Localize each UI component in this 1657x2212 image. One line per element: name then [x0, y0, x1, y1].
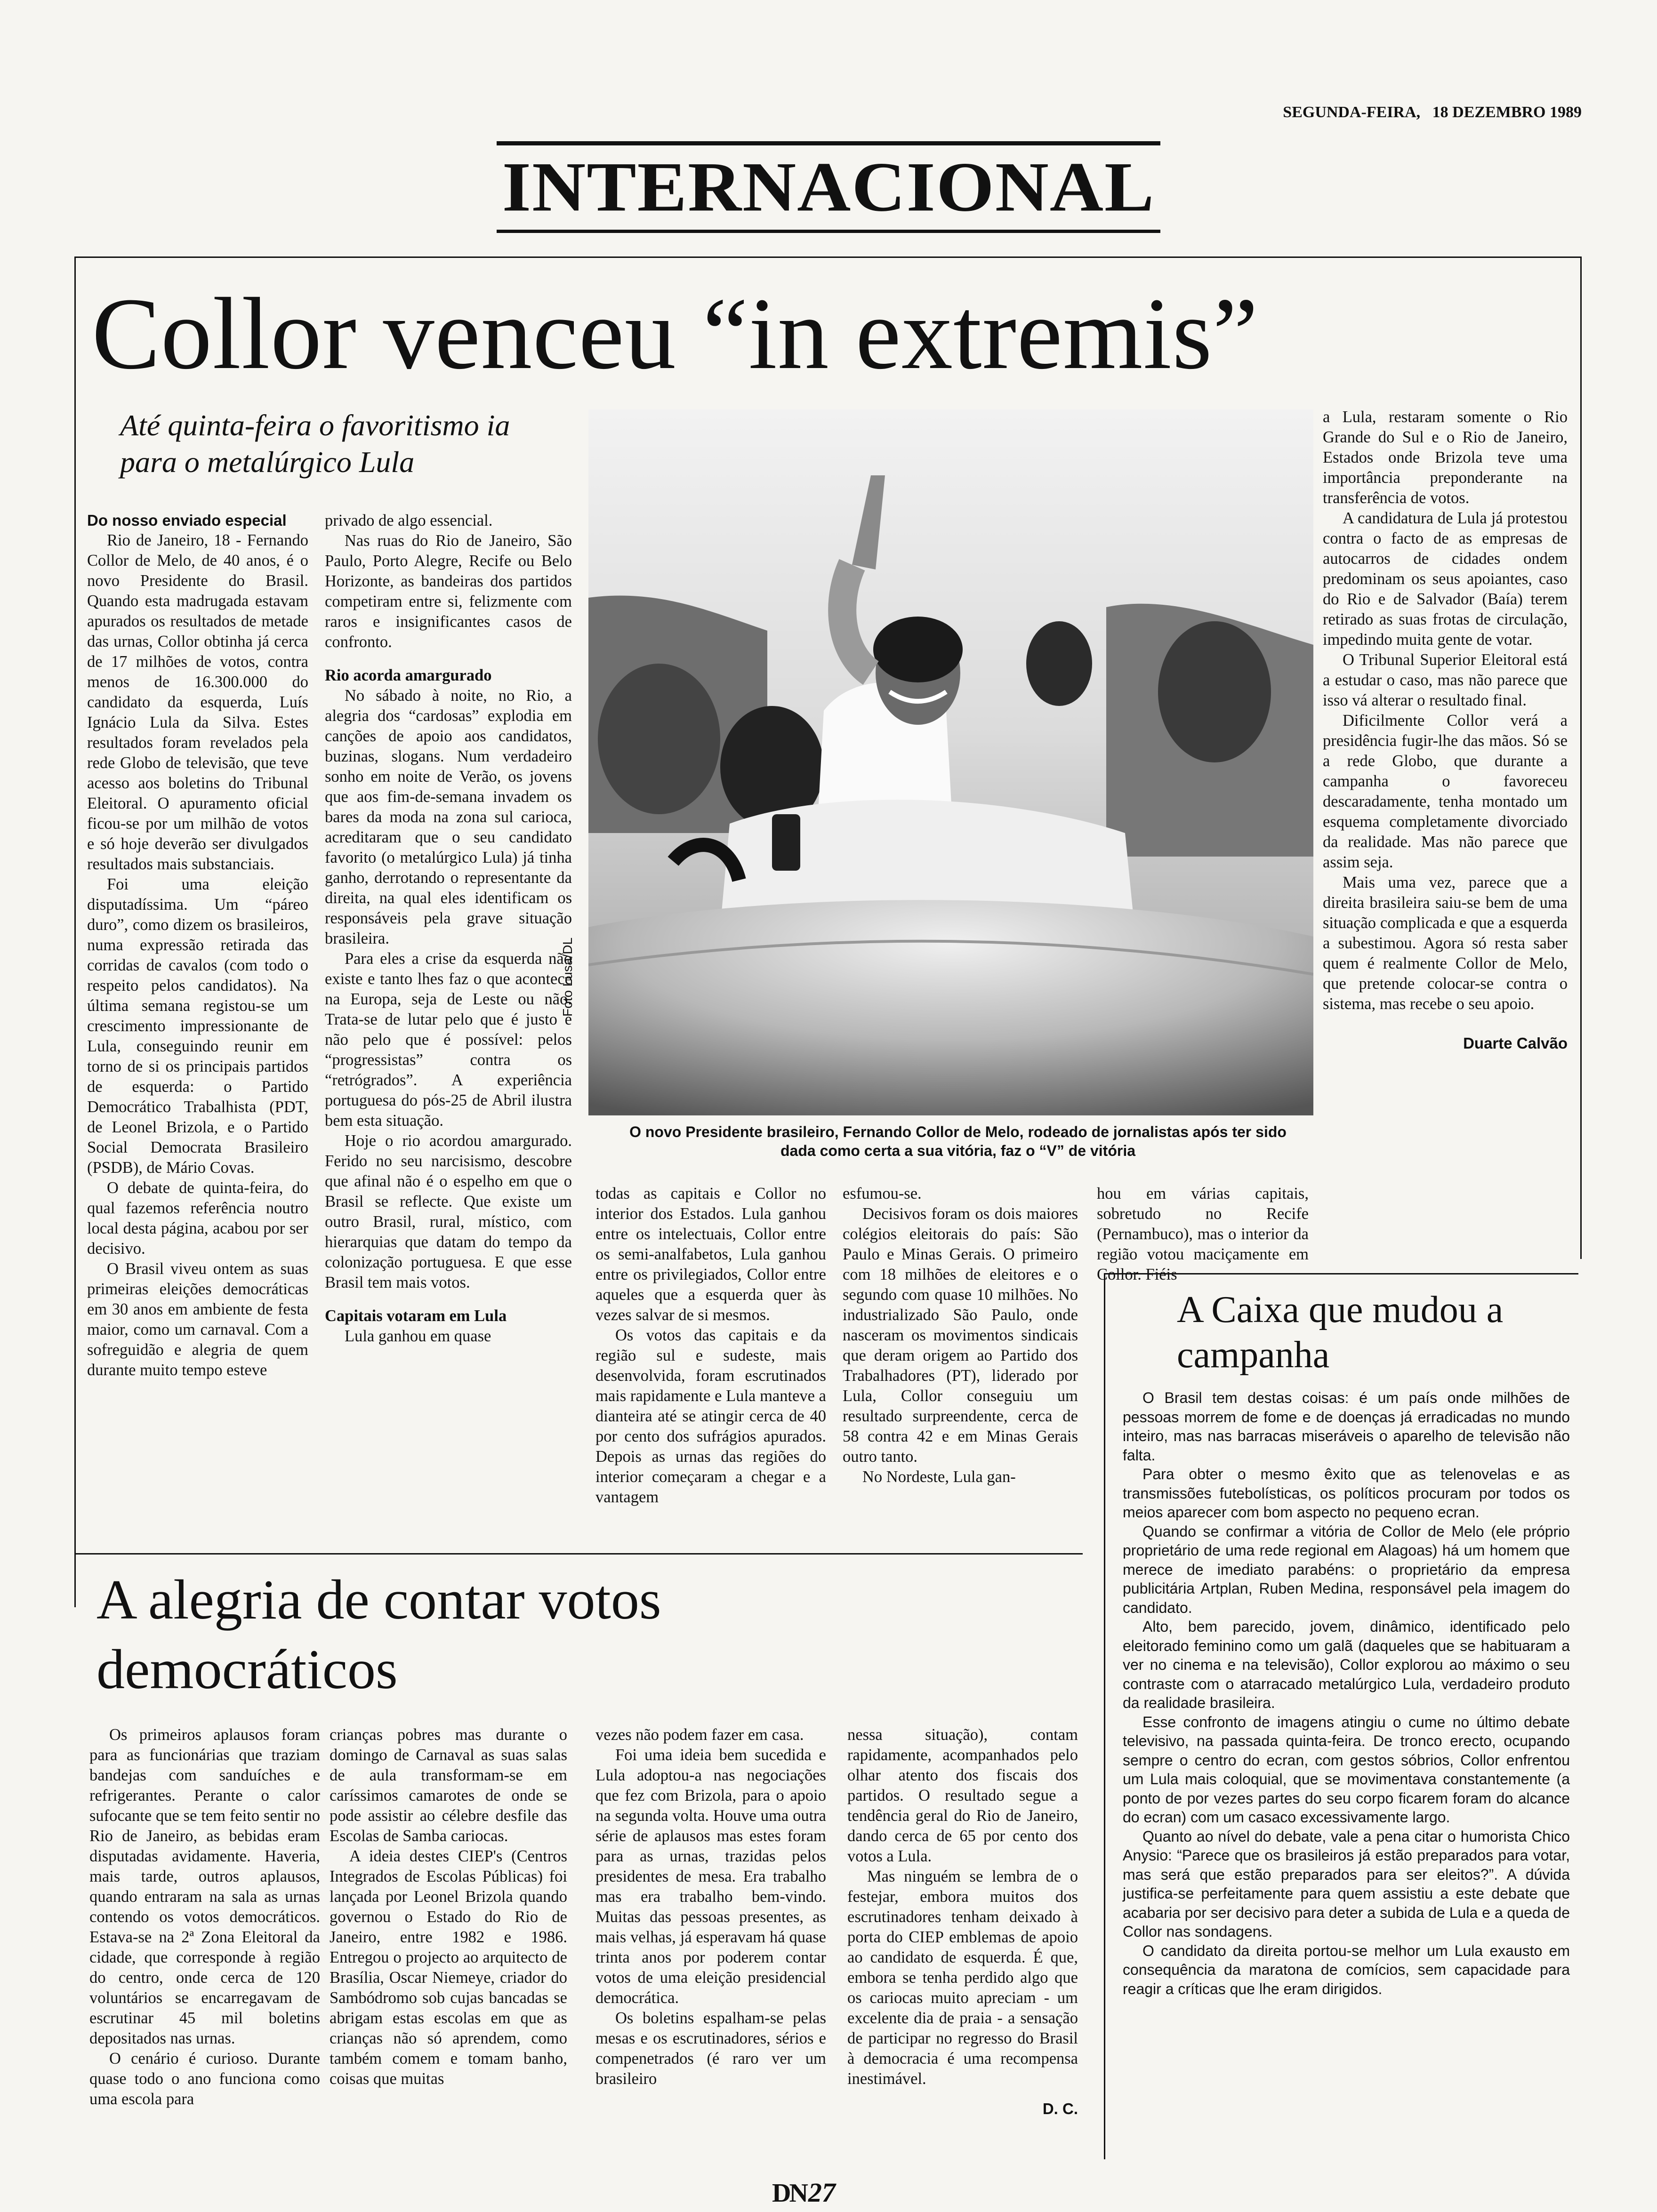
main-col2b-p3: Hoje o rio acordou amargurado. Ferido no seu narcisismo, descobre que afinal não é o espelho em que o Brasil se reflecte. Que existe um outro Brasil, rural, místico, com hierarquias que datam do tempo da colonização portuguesa. E que esse Brasil tem mais votos.: [325, 1132, 572, 1291]
second-col3-p2: Foi uma ideia bem sucedida e Lula adoptou-a nas negociações que fez com Brizola, para o apoio na segunda volta. Houve uma outra série de aplausos mas estes foram para as urnas, trazidas pelos presidentes de mesa. Era trabalho mas era trabalho bem-vindo. Muitas das pessoas presentes, as mais velhas, já esperavam há quase trinta anos por poderem contar votos de uma eleição presidencial democrática.: [595, 1746, 826, 2007]
main-col6-p5: Mais uma vez, parece que a direita brasileira saiu-se bem de uma situação complicada e que a esquerda a subestimou. Agora só resta saber quem é realmente Collor de Melo, que pretende colocar-se contra o sistema, mas recebe o seu apoio.: [1323, 874, 1568, 1013]
headline-top-rule: [75, 256, 1582, 258]
second-col4-p1: nessa situação), contam rapidamente, acompanhados pelo olhar atento dos fiscais dos partidos. O resultado segue a tendência geral do Rio de Janeiro, dando cerca de 65 por cento dos votos a Lula.: [847, 1726, 1078, 1865]
section-rule: [497, 230, 1160, 233]
main-column-6: [1323, 407, 1568, 1053]
second-column-4: [847, 1725, 1078, 2119]
photo-credit: Foto Lusa/DL: [560, 937, 575, 1017]
box-body: [1123, 1388, 1570, 1998]
masthead-logo: DN: [772, 2179, 806, 2208]
subhead-capitais: Capitais votaram em Lula: [325, 1307, 507, 1325]
main-byline: Do nosso enviado especial: [87, 512, 287, 529]
subhead-rio: Rio acorda amargurado: [325, 666, 492, 684]
page-date: SEGUNDA-FEIRA, 18 DEZEMBRO 1989: [1283, 104, 1582, 121]
second-signature: D. C.: [1042, 2100, 1078, 2117]
second-col3-p3: Os boletins espalham-se pelas mesas e os escrutinadores, sérios e compenetrados (é raro ver um brasileiro: [595, 2009, 826, 2088]
main-col1-p2: Foi uma eleição disputadíssima. Um “páreo duro”, como dizem os brasileiros, numa expressão retirada das corridas de cavalos (com todo o respeito pelos candidatos). Na última semana registou-se um crescimento impressionante de Lula, conseguindo reunir em torno de si os principais partidos de esquerda: o Partido Democrático Trabalhista (PDT, de Leonel Brizola, e o Partido Social Democrata Brasileiro (PSDB), de Mário Covas.: [87, 875, 308, 1177]
main-col5-p1: hou em várias capitais, sobretudo no Recife (Pernambuco), mas o interior da região votou maciçamente em Collor. Fiéis: [1097, 1185, 1309, 1283]
main-col3-p2: Os votos das capitais e da região sul e sudeste, mais desenvolvida, foram escrutinados mais rapidamente e Lula manteve a dianteira até se atingir cerca de 40 por cento dos sufrágios apurados. Depois as urnas das regiões do interior começaram a chegar e a vantagem: [595, 1326, 826, 1506]
main-col2-p2: Nas ruas do Rio de Janeiro, São Paulo, Porto Alegre, Recife ou Belo Horizonte, as bandeiras dos partidos competiram entre si, felizmente com raros e insignificantes casos de confronto.: [325, 532, 572, 651]
main-col2c: Lula ganhou em quase: [345, 1327, 491, 1345]
main-col1-p4: O Brasil viveu ontem as suas primeiras eleições democráticas em 30 anos em ambiente de festa maior, como um carnaval. Com a sofreguidão e alegria de quem durante muito tempo esteve: [87, 1260, 308, 1379]
second-column-2: [330, 1725, 567, 2089]
second-col4-p2: Mas ninguém se lembra de o festejar, embora muitos dos escrutinadores tenham deixado à porta do CIEP emblemas de apoio ao candidato de esquerda. É que, embora se tenha perdido algo que os cariocas muito apreciam - um excelente dia de praia - a sensação de participar no regresso do Brasil à democracia é uma recompensa inestimável.: [847, 1867, 1078, 2088]
photo-caption: O novo Presidente brasileiro, Fernando Collor de Melo, rodeado de jornalistas após ter sido dada como certa a sua vitória, faz o “V” de vitória: [629, 1123, 1287, 1159]
main-col2-p1: privado de algo essencial.: [325, 512, 493, 529]
main-col2b-p2: Para eles a crise da esquerda não existe e tanto lhes faz o que acontece na Europa, seja de Leste ou não. Trata-se de lutar pelo que é justo e não pelo que é possível: pelos “progressistas” contra os “retrógrados”. A experiência portuguesa do pós-25 de Abril ilustra bem esta situação.: [325, 950, 572, 1130]
main-signature: Duarte Calvão: [1463, 1034, 1568, 1052]
main-col6-p3: O Tribunal Superior Eleitoral está a estudar o caso, mas não parece que isso vá alterar o resultado final.: [1323, 651, 1568, 709]
second-col1-p2: O cenário é curioso. Durante quase todo o ano funciona como uma escola para: [89, 2050, 320, 2108]
main-headline: Collor venceu “in extremis”: [92, 277, 1259, 391]
main-col4-p2: Decisivos foram os dois maiores colégios eleitorais do país: São Paulo e Minas Gerais. O primeiro com 18 milhões de eleitores e o segundo com quase 10 milhões. No industrializado São Paulo, onde nasceram os movimentos sindicais que deram origem ao Partido dos Trabalhadores (PT), liderado por Lula, Collor conseguiu um resultado surpreendente, cerca de 58 contra 42 e em Minas Gerais outro tanto.: [843, 1205, 1078, 1466]
second-top-rule: [75, 1553, 1083, 1555]
main-col4-p1: esfumou-se.: [843, 1185, 922, 1202]
second-headline: A alegria de contar votos democráticos: [97, 1568, 661, 1700]
second-col2-p2: A ideia destes CIEP's (Centros Integrados de Escolas Públicas) foi lançada por Leonel Brizola quando governou o Estado do Rio de Janeiro, entre 1982 e 1986. Entregou o projecto ao arquitecto de Brasília, Oscar Niemeye, criador do Sambódromo sob cujas bancadas se abrigam estas escolas em que as crianças não só aprendem, como também comem e tomam banho, coisas que muitas: [330, 1847, 567, 2088]
box-p6: Quanto ao nível do debate, vale a pena citar o humorista Chico Anysio: “Parece que os brasileiros já estão preparados para votar, mas será que estão preparados para ser eleitos?”. A dúvida justifica-se perfeitamente para quem assistiu a este debate que acabaria por ser decisivo para deter a subida de Lula e a queda de Collor nas sondagens.: [1123, 1827, 1570, 1940]
box-p4: Alto, bem parecido, jovem, dinâmico, identificado pelo eleitorado feminino como um galã (daqueles que se habituaram a ver no cinema e na televisão), Collor explorou ao máximo o seu contraste com o atarracado metalúrgico Lula, verdadeiro produto da realidade brasileira.: [1123, 1618, 1570, 1711]
box-p2: Para obter o mesmo êxito que as telenovelas e as transmissões futebolísticas, os políticos procuram por todos os meios aparecer com bom aspecto no pequeno ecran.: [1123, 1466, 1570, 1521]
collor-photo: [588, 409, 1313, 1115]
box-p1: O Brasil tem destas coisas: é um país onde milhões de pessoas morrem de fome e de doenças já erradicadas no mundo inteiro, mas nas barracas miseráveis o aparelho de televisão não falta.: [1123, 1389, 1570, 1464]
top-rule: [497, 141, 1160, 145]
box-p7: O candidato da direita portou-se melhor um Lula exausto em consequência da maratona de comícios, sem capacidade para reagir a críticas que lhe eram dirigidos.: [1123, 1942, 1570, 1997]
second-col3-p1: vezes não podem fazer em casa.: [595, 1726, 804, 1744]
main-col6-p1: a Lula, restaram somente o Rio Grande do Sul e o Rio de Janeiro, Estados onde Brizola teve uma importância preponderante na transferência de votos.: [1323, 408, 1568, 507]
main-column-3: [595, 1184, 826, 1507]
left-frame: [74, 256, 76, 1607]
box-headline: A Caixa que mudou a campanha: [1177, 1289, 1504, 1376]
main-col3-p1: todas as capitais e Collor no interior dos Estados. Lula ganhou entre os intelectuais, Collor entre os semi-analfabetos, Lula ganhou entre os privilegiados, Collor entre aqueles que a esquerda quer às vezes salvar de si mesmos.: [595, 1185, 826, 1324]
section-title: INTERNACIONAL: [502, 148, 1155, 226]
box-p5: Esse confronto de imagens atingiu o cume no último debate televisivo, na passada quinta-feira. De tronco erecto, ocupando sempre o centro do ecran, com gestos sóbrios, Collor enfrentou um Lula mais coloquial, que se movimentava constantemente (a ponto de por vezes partes do seu corpo ficarem foram do alcance do ecran) com um casaco excessivamente largo.: [1123, 1713, 1570, 1826]
main-deck: Até quinta-feira o favoritismo ia para o metalúrgico Lula: [120, 409, 510, 479]
main-column-1: [87, 511, 308, 1380]
right-frame: [1580, 256, 1582, 1259]
main-col6-p2: A candidatura de Lula já protestou contra o facto de as empresas de autocarros de cidades ondem predominam os seus apoiantes, caso do Rio e de Salvador (Baía) terem retirado as suas frotas de circulação, impedindo muita gente de votar.: [1323, 509, 1568, 649]
main-column-4: [843, 1184, 1078, 1487]
main-column-2: [325, 511, 572, 1346]
second-column-1: [89, 1725, 320, 2109]
main-col2b-p1: No sábado à noite, no Rio, a alegria dos “cardosas” explodia em canções de apoio aos candidatos, buzinas, slogans. Num verdadeiro sonho em noite de Verão, os jovens que aos fim-de-semana invadem os bares da moda na zona sul carioca, acreditaram que o seu candidato favorito (o metalúrgico Lula) já tinha ganho, derrotando o representante da direita, na qual eles identificam os responsáveis pela grave situação brasileira.: [325, 687, 572, 947]
main-col4-p3: No Nordeste, Lula gan-: [862, 1468, 1016, 1486]
second-col2-p1: crianças pobres mas durante o domingo de Carnaval as suas salas de aula transformam-se em caríssimos camarotes de onde se pode assistir ao célebre desfile das Escolas de Samba cariocas.: [330, 1726, 567, 1845]
main-column-5: [1097, 1184, 1309, 1285]
main-col1-p1: Rio de Janeiro, 18 - Fernando Collor de Melo, de 40 anos, é o novo Presidente do Brasil. Quando esta madrugada estavam apurados os resultados de metade das urnas, Collor obtinha já cerca de 17 milhões de votos, contra menos de 16.300.000 do candidato da esquerda, Luís Ignácio Lula da Silva. Estes resultados foram revelados pela rede Globo de televisão, que teve acesso aos boletins do Tribunal Eleitoral. O apuramento oficial ficou-se por um milhão de votos e só hoje deverão ser divulgados resultados mais substanciais.: [87, 531, 308, 873]
footer-logo: [772, 2177, 836, 2208]
second-column-3: [595, 1725, 826, 2089]
box-p3: Quando se confirmar a vitória de Collor de Melo (ele próprio proprietário de uma rede regional em Alagoas) há um homem que merece de imediato parabéns: o proprietário da empresa publicitária Artplan, Ruben Medina, responsável pela imagem do candidato.: [1123, 1523, 1570, 1616]
page-number: 27: [808, 2177, 836, 2208]
main-col6-p4: Dificilmente Collor verá a presidência fugir-lhe das mãos. Só se a rede Globo, que durante a campanha o favoreceu descaradamente, tenha montado um esquema completamente divorciado da realidade. Mas não parece que assim seja.: [1323, 712, 1568, 871]
main-col1-p3: O debate de quinta-feira, do qual fazemos referência noutro local desta página, acabou por ser decisivo.: [87, 1179, 308, 1258]
second-col1-p1: Os primeiros aplausos foram para as funcionárias que traziam bandejas com sanduíches e refrigerantes. Perante o calor sufocante que se tem feito sentir no Rio de Janeiro, as bebidas eram disputadas avidamente. Haveria, mais tarde, outros aplausos, quando entraram na sala as urnas contendo os votos democráticos. Estava-se na 2ª Zona Eleitoral da cidade, que corresponde à região do centro, onde cerca de 120 voluntários se encarregavam de escrutinar 45 mil boletins depositados nas urnas.: [89, 1726, 320, 2047]
